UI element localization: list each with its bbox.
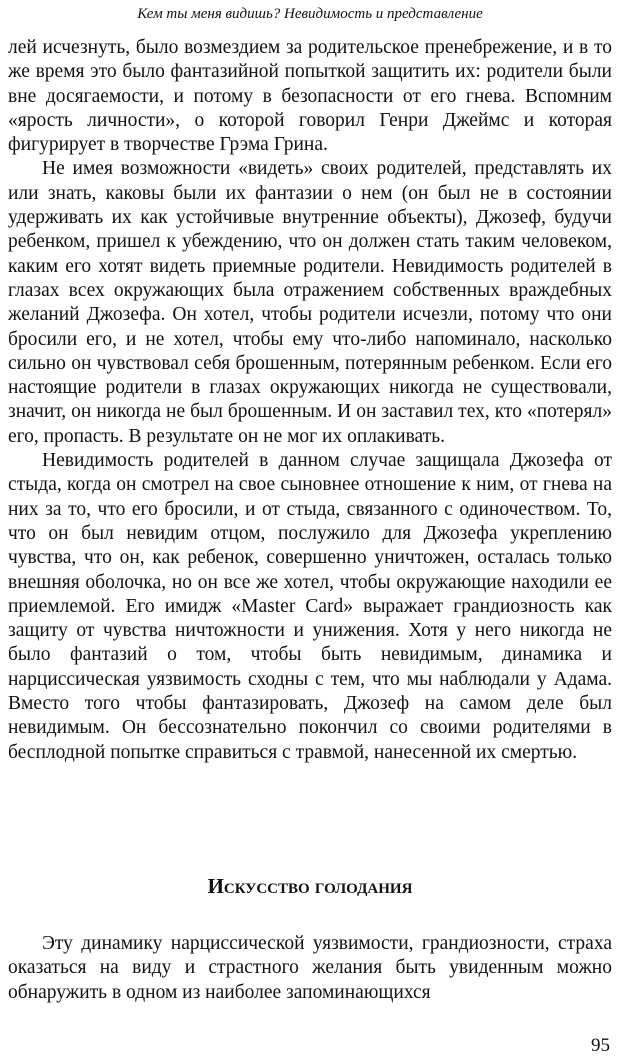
section-heading: Искусство голодания — [207, 874, 413, 898]
section-paragraph: Эту динамику нарциссической уязвимости, грандиозности, страха оказаться на виду и страстного желания быть увиденным можно обнаружить в одном из наиболее запоминающихся — [8, 933, 612, 1003]
paragraph-continued: лей исчезнуть, было возмездием за родительское пренебрежение, и в то же время это было фантазийной попыткой защитить их: родители были вне досягаемости, и потому в безопасности от его гнева. Вспомним «ярость личности», о которой говорил Генри Джеймс и которая фигурирует в творчестве Грэма Грина. — [8, 37, 612, 156]
body-text — [8, 36, 612, 765]
paragraph: Не имея возможности «видеть» своих родителей, представлять их или знать, каковы были их фантазии о нем (он был не в состоянии удерживать их как устойчивые внутренние объекты), Джозеф, будучи ребенком, пришел к убеждению, что он должен стать таким человеком, каким его хотят видеть приемные родители. Невидимость родителей в глазах всех окружающих была отражением собственных враждебных желаний Джозефа. Он хотел, чтобы родители исчезли, потому что они бросили его, и не хотел, чтобы ему что-либо напоминало, насколько сильно он чувствовал себя брошенным, потерянным ребенком. Если его настоящие родители в глазах окружающих никогда не существовали, значит, он никогда не был брошенным. И он заставил тех, кто «потерял» его, пропасть. В результате он не мог их оплакивать. — [8, 158, 612, 447]
paragraph: Невидимость родителей в данном случае защищала Джозефа от стыда, когда он смотрел на свое сыновнее отношение к ним, от гнева на них за то, что его бросили, и от стыда, связанного с одиночеством. То, что он был невидим отцом, послужило для Джозефа укреплению чувства, что он, как ребенок, совершенно уничтожен, осталась только внешняя оболочка, но он все же хотел, чтобы окружающие находили ее приемлемой. Его имидж «Master Card» выражает грандиозность как защиту от чувства ничтожности и унижения. Хотя у него никогда не было фантазий о том, чтобы быть невидимым, динамика и нарциссическая уязвимость сходны с тем, что мы наблюдали у Адама. Вместо того чтобы фантазировать, Джозеф на самом деле был невидимым. Он бессознательно покончил со своими родителями в бесплодной попытке справиться с травмой, нанесенной их смертью. — [8, 450, 612, 763]
running-header: Кем ты меня видишь? Невидимость и представление — [137, 6, 483, 22]
page-number: 95 — [591, 1035, 610, 1056]
